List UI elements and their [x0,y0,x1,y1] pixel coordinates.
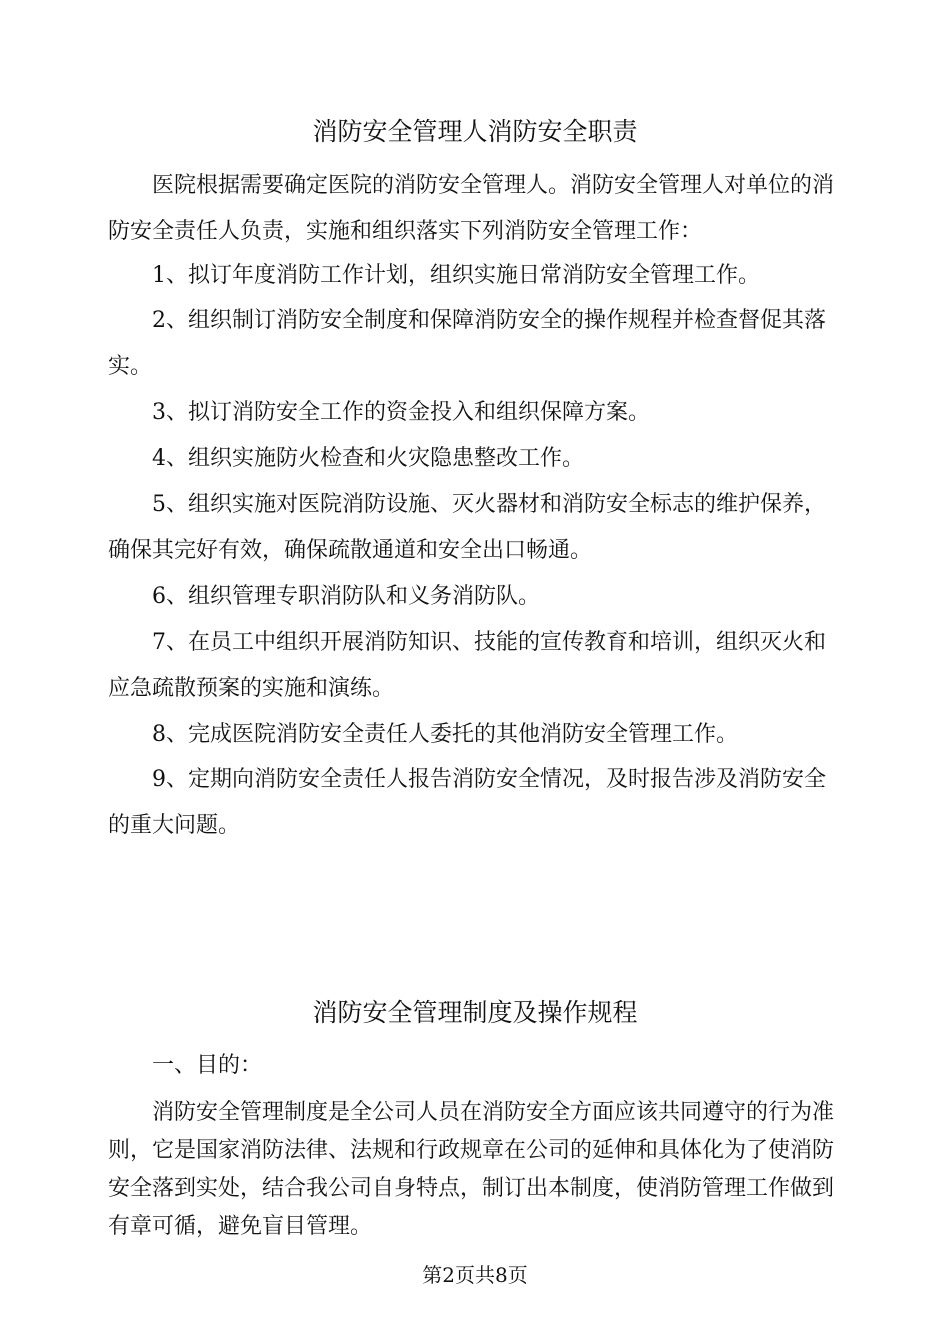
section-2-heading: 一、目的： [152,1053,263,1078]
duty-item-4: 4、组织实施防火检查和火灾隐患整改工作。 [152,446,584,471]
duty-item-3: 3、拟订消防安全工作的资金投入和组织保障方案。 [152,400,650,425]
page-footer: 第2页共8页 [422,1263,528,1287]
duty-item-5: 5、组织实施对医院消防设施、灭火器材和消防安全标志的维护保养，确保其完好有效，确保疏散通道和安全出口畅通。 [108,492,826,563]
duty-item-7: 7、在员工中组织开展消防知识、技能的宣传教育和培训，组织灭火和应急疏散预案的实施和演练。 [108,630,826,701]
section-2-title: 消防安全管理制度及操作规程 [312,998,638,1027]
duty-item-1: 1、拟订年度消防工作计划，组织实施日常消防安全管理工作。 [152,263,760,288]
section-1-intro: 医院根据需要确定医院的消防安全管理人。消防安全管理人对单位的消防安全责任人负责，实施和组织落实下列消防安全管理工作： [108,173,835,244]
section-2-body: 消防安全管理制度是全公司人员在消防安全方面应该共同遵守的行为准则，它是国家消防法律、法规和行政规章在公司的延伸和具体化为了使消防安全落到实处，结合我公司自身特点，制订出本制度，使消防管理工作做到有章可循，避免盲目管理。 [108,1100,835,1239]
duty-item-9: 9、定期向消防安全责任人报告消防安全情况，及时报告涉及消防安全的重大问题。 [108,767,826,838]
section-1-title: 消防安全管理人消防安全职责 [312,117,638,146]
duty-item-2: 2、组织制订消防安全制度和保障消防安全的操作规程并检查督促其落实。 [108,308,826,379]
duty-item-6: 6、组织管理专职消防队和义务消防队。 [152,584,540,609]
duty-item-8: 8、完成医院消防安全责任人委托的其他消防安全管理工作。 [152,722,738,747]
